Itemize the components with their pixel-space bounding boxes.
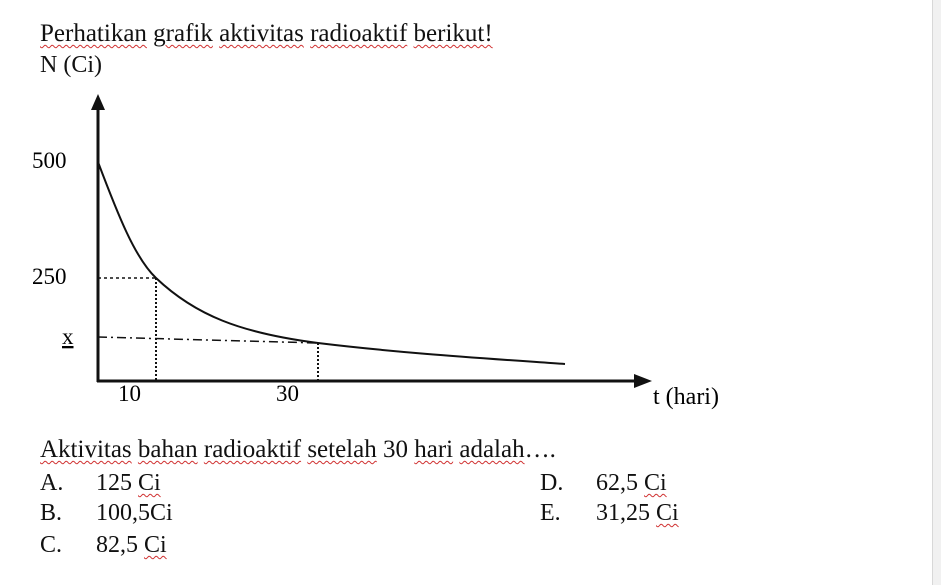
question-word: hari — [414, 436, 454, 463]
question-ellipsis: …. — [524, 436, 556, 463]
x-tick-10: 10 — [118, 381, 141, 406]
question-word: bahan — [137, 436, 198, 463]
question-number: 30 — [382, 436, 408, 463]
option-value: 82,5 — [96, 532, 138, 558]
question-text — [40, 436, 556, 464]
option-unit: Ci — [644, 470, 667, 496]
question-word: setelah — [307, 436, 377, 463]
title-word: radioaktif — [310, 20, 408, 47]
option-a[interactable] — [40, 470, 161, 497]
option-letter: B. — [40, 500, 63, 526]
title-word: grafik — [153, 20, 213, 47]
question-word: Aktivitas — [40, 436, 132, 463]
option-b[interactable] — [40, 500, 173, 527]
option-c[interactable] — [40, 532, 167, 559]
decay-curve — [98, 162, 565, 364]
option-value: 100,5Ci — [96, 500, 173, 526]
x-tick-30: 30 — [276, 381, 299, 406]
title-word: Perhatikan — [40, 20, 147, 47]
option-unit: Ci — [138, 470, 161, 496]
option-value: 31,25 — [596, 500, 650, 526]
option-e[interactable] — [540, 500, 679, 527]
question-word: radioaktif — [203, 436, 302, 463]
x-axis-label: t (hari) — [653, 384, 719, 410]
option-letter: E. — [540, 500, 561, 526]
x-axis-arrow — [634, 374, 652, 388]
title-word: aktivitas — [219, 20, 304, 47]
y-tick-x: x — [62, 324, 74, 349]
option-letter: D. — [540, 470, 564, 496]
title-word: berikut! — [413, 20, 493, 47]
option-letter: A. — [40, 470, 64, 496]
option-value: 125 — [96, 470, 132, 496]
option-unit: Ci — [144, 532, 167, 558]
question-word: adalah — [459, 436, 525, 463]
option-d[interactable] — [540, 470, 667, 497]
y-tick-500: 500 — [32, 148, 67, 173]
option-value: 62,5 — [596, 470, 638, 496]
option-unit: Ci — [656, 500, 679, 526]
y-tick-250: 250 — [32, 264, 67, 289]
y-axis-label: N (Ci) — [40, 52, 102, 78]
option-letter: C. — [40, 532, 63, 558]
y-axis-arrow — [91, 94, 105, 110]
